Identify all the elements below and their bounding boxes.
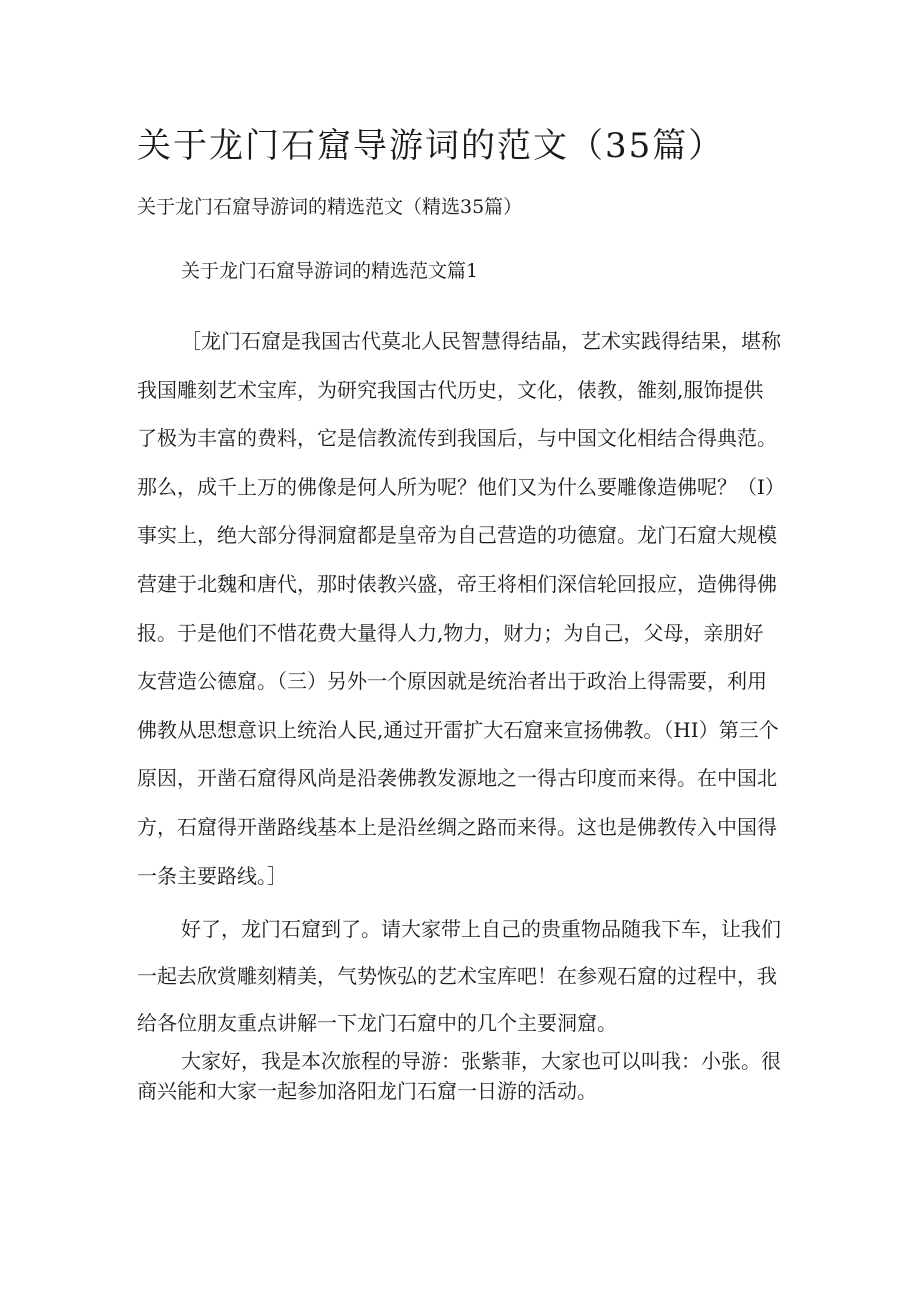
- text-line: 营建于北魏和唐代，那时俵教兴盛，帝王将相们深信轮回报应，造佛得佛: [137, 571, 777, 596]
- paragraph-history: [137, 317, 787, 900]
- document-subtitle: 关于龙门石窟导游词的精选范文（精选35篇）: [137, 196, 523, 218]
- paragraph-arrival: [137, 906, 787, 1047]
- text-line: 了极为丰富的费料，它是信教流传到我国后，与中国文化相结合得典范。: [137, 426, 777, 451]
- text-line: 事实上，绝大部分得洞窟都是皇帝为自己营造的功德窟。龙门石窟大规模: [137, 523, 777, 548]
- text-line: 好了，龙门石窟到了。请大家带上自己的贵重物品随我下车，让我们: [181, 917, 781, 941]
- text-line: 商兴能和大家一起参加洛阳龙门石窟一日游的活动。: [137, 1079, 597, 1103]
- text-line: 原因，开凿石窟得风尚是沿袭佛教发源地之一得古印度而来得。在中国北: [137, 766, 777, 791]
- text-line: 报。于是他们不惜花费大量得人力,物力，财力；为自己，父母，亲朋好: [137, 620, 764, 645]
- text-line: 一条主要路线。］: [137, 863, 287, 888]
- document-title: 关于龙门石窟导游词的范文（35篇）: [137, 126, 725, 166]
- text-line: 给各位朋友重点讲解一下龙门石窟中的几个主要洞窟。: [137, 1011, 617, 1035]
- text-line: ［龙门石窟是我国古代莫北人民智慧得结晶，艺术实践得结果，堪称: [181, 329, 781, 353]
- section-heading: 关于龙门石窟导游词的精选范文篇1: [181, 260, 479, 282]
- text-line: 一起去欣赏雕刻精美，气势恢弘的艺术宝库吧！在参观石窟的过程中，我: [137, 964, 777, 988]
- text-line: 那么，成千上万的佛像是何人所为呢？他们又为什么要雕像造佛呢？（I）: [137, 474, 785, 499]
- text-line: 我国雕刻艺术宝库，为研究我国古代历史，文化，俵教，雒刻,服饰提供: [137, 377, 764, 402]
- text-line: 佛教从思想意识上统治人民,通过开雷扩大石窟来宣扬佛教。（HI）第三个: [137, 717, 779, 742]
- text-line: 方，石窟得开凿路线基本上是沿丝绸之路而来得。这也是佛教传入中国得: [137, 814, 777, 839]
- text-line: 大家好，我是本次旅程的导游：张紫菲，大家也可以叫我：小张。很: [181, 1049, 781, 1073]
- paragraph-greeting: [137, 1046, 787, 1106]
- text-line: 友营造公德窟。（三）另外一个原因就是统治者出于政治上得需要，利用: [137, 669, 767, 694]
